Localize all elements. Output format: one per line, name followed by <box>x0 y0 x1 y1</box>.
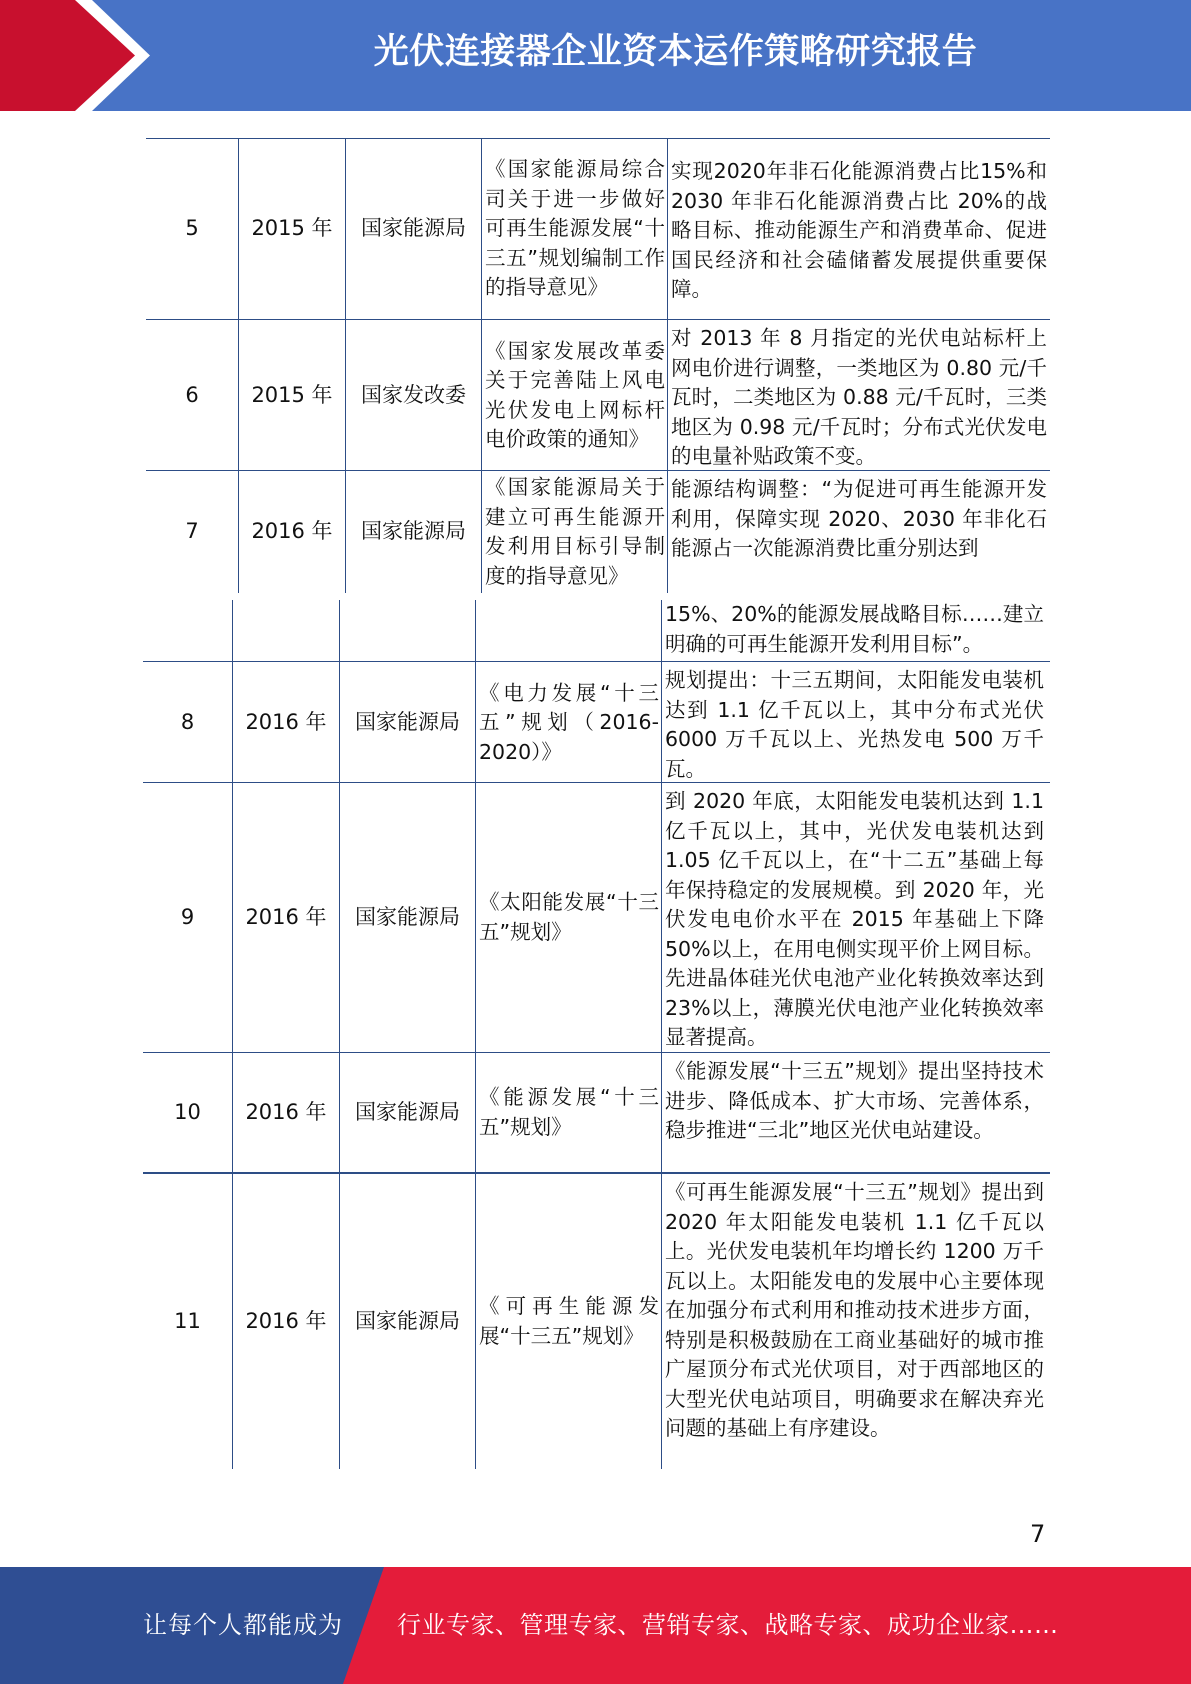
page-title: 光伏连接器企业资本运作策略研究报告 <box>373 32 978 72</box>
table-row <box>146 470 1050 588</box>
row-policy: 《能源发展“十三五”规划》 <box>475 1053 661 1172</box>
row-number: 9 <box>180 905 195 929</box>
row-agency: 国家能源局 <box>339 662 475 784</box>
row-year: 2016 年 <box>232 662 339 784</box>
row-content: 能源结构调整：“为促进可再生能源开发利用，保障实现 2020、2030 年非化石能源占一次能源消费比重分别达到 <box>667 471 1050 593</box>
footer-slogan-left: 让每个人都能成为 <box>143 1611 343 1639</box>
row-content: 《可再生能源发展“十三五”规划》提出到 2020 年太阳能发电装机 1.1 亿千瓦以上。光伏发电装机年均增长约 1200 万千瓦以上。太阳能发电的发展中心主要体现在加强分布式利用和推动技术进步方面，特别是积极鼓励在工商业基础好的城市推广屋顶分布式光伏项目，对于西部地区的大型光伏电站项目，明确要求在解决弃光问题的基础上有序建设。 <box>661 1174 1047 1469</box>
row-content: 15%、20%的能源发展战略目标……建立明确的可再生能源开发利用目标”。 <box>661 600 1047 661</box>
row-year: 2015 年 <box>238 139 345 319</box>
table-row <box>143 1172 1050 1469</box>
row-agency: 国家能源局 <box>345 471 481 593</box>
row-policy: 《国家发展改革委关于完善陆上风电光伏发电上网标杆电价政策的通知》 <box>481 320 667 472</box>
row-year <box>232 600 339 661</box>
row-agency: 国家能源局 <box>339 1053 475 1172</box>
header-chevron-icon <box>0 0 160 111</box>
row-number: 6 <box>185 383 199 407</box>
row-content: 规划提出：十三五期间，太阳能发电装机达到 1.1 亿千瓦以上，其中分布式光伏 6000 万千瓦以上、光热发电 500 万千瓦。 <box>661 662 1047 784</box>
row-agency: 国家能源局 <box>339 1174 475 1469</box>
row-year: 2016 年 <box>238 471 345 593</box>
row-year: 2016 年 <box>232 1053 339 1172</box>
row-agency: 国家能源局 <box>345 139 481 319</box>
row-number: 7 <box>185 519 199 544</box>
row-policy <box>475 600 661 661</box>
row-content: 到 2020 年底，太阳能发电装机达到 1.1 亿千瓦以上，其中，光伏发电装机达到 1.05 亿千瓦以上，在“十二五”基础上每年保持稳定的发展规模。到 2020 年，光伏发电电价水平在 2015 年基础上下降 50%以上，在用电侧实现平价上网目标。先进晶体硅光伏电池产业化转换效率达到 23%以上，薄膜光伏电池产业化转换效率显著提高。 <box>661 783 1047 1053</box>
page-number: 7 <box>1030 1520 1046 1548</box>
row-policy: 《太阳能发展“十三五”规划》 <box>475 783 661 1053</box>
table-row <box>146 319 1050 470</box>
table-row <box>143 782 1050 1052</box>
row-year: 2015 年 <box>238 320 345 472</box>
row-content: 实现2020年非石化能源消费占比15%和 2030 年非石化能源消费占比 20%的战略目标、推动能源生产和消费革命、促进国民经济和社会磕储蓄发展提供重要保障。 <box>667 139 1050 319</box>
row-policy: 《电力发展“十三五”规划（2016-2020）》 <box>475 662 661 784</box>
row-agency <box>339 600 475 661</box>
row-number: 10 <box>174 1099 201 1124</box>
row-agency: 国家能源局 <box>339 783 475 1053</box>
page-header <box>0 0 1191 111</box>
policy-table <box>146 138 1050 1469</box>
row-agency: 国家发改委 <box>345 320 481 472</box>
row-policy: 《国家能源局关于建立可再生能源开发利用目标引导制度的指导意见》 <box>481 471 667 593</box>
row-number: 5 <box>185 216 199 241</box>
page-footer <box>0 1567 1191 1684</box>
row-year: 2016 年 <box>232 1174 339 1469</box>
table-row <box>143 1052 1050 1172</box>
row-policy: 《可再生能源发展“十三五”规划》 <box>475 1174 661 1469</box>
row-content: 对 2013 年 8 月指定的光伏电站标杆上网电价进行调整，一类地区为 0.80 元/千瓦时，二类地区为 0.88 元/千瓦时，三类地区为 0.98 元/千瓦时；分布式光伏发电的电量补贴政策不变。 <box>667 320 1050 472</box>
table-row <box>146 138 1050 319</box>
row-policy: 《国家能源局综合司关于进一步做好可再生能源发展“十三五”规划编制工作的指导意见》 <box>481 139 667 319</box>
row-number: 8 <box>180 710 195 735</box>
row-number: 11 <box>174 1308 201 1333</box>
table-row <box>143 661 1050 782</box>
row-year: 2016 年 <box>232 783 339 1053</box>
row-number <box>143 600 232 661</box>
footer-slogan-right: 行业专家、管理专家、营销专家、战略专家、成功企业家…… <box>397 1611 1059 1639</box>
table-row-continuation <box>143 600 1050 661</box>
row-content: 《能源发展“十三五”规划》提出坚持技术进步、降低成本、扩大市场、完善体系，稳步推进“三北”地区光伏电站建设。 <box>661 1053 1047 1172</box>
